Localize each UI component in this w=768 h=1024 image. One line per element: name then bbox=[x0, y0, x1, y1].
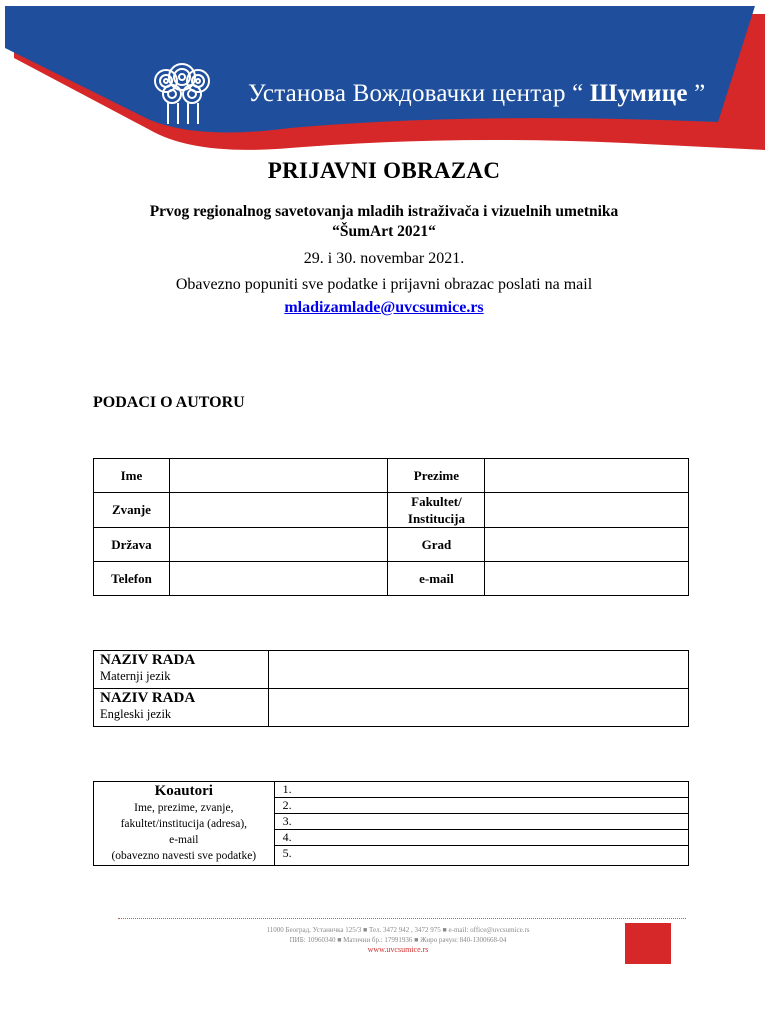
table-row bbox=[94, 689, 689, 727]
footer-contact bbox=[228, 925, 568, 955]
table-row bbox=[94, 651, 689, 689]
table-row bbox=[94, 562, 689, 596]
paper-title-language: Engleski jezik bbox=[100, 707, 172, 721]
coauthors-label-cell bbox=[94, 782, 275, 866]
coauthors-hint-line: Ime, prezime, zvanje, bbox=[134, 802, 234, 814]
title-field[interactable] bbox=[169, 493, 388, 528]
paper-title-table bbox=[93, 650, 689, 727]
table-row bbox=[94, 493, 689, 528]
event-subtitle-line1: Prvog regionalnog savetovanja mladih istraživača i vizuelnih umetnika bbox=[149, 203, 619, 220]
paper-title-native-label bbox=[94, 651, 269, 689]
coauthors-hint-line: (obavezno navesti sve podatke) bbox=[111, 850, 257, 862]
coauthors-heading: Koautori bbox=[154, 783, 213, 799]
table-row bbox=[94, 782, 689, 798]
footer-address-line: 11000 Београд, Устаничка 125/3 ■ Тел. 3472 942 , 3472 975 ■ e-mail: office@uvcsumice.rs bbox=[266, 926, 530, 934]
event-dates: 29. i 30. novembar 2021. bbox=[303, 250, 465, 267]
phone-label: Telefon bbox=[94, 562, 170, 596]
author-table bbox=[93, 458, 689, 596]
country-field[interactable] bbox=[169, 528, 388, 562]
coauthor-field-2[interactable]: 2. bbox=[274, 798, 688, 814]
surname-field[interactable] bbox=[485, 459, 689, 493]
paper-title-heading: NAZIV RADA bbox=[100, 690, 196, 706]
coauthor-field-4[interactable]: 4. bbox=[274, 830, 688, 846]
phone-field[interactable] bbox=[169, 562, 388, 596]
faculty-label: Fakultet/ Institucija bbox=[388, 493, 485, 528]
name-field[interactable] bbox=[169, 459, 388, 493]
footer-red-square bbox=[625, 923, 671, 964]
author-section-heading: PODACI O AUTORU bbox=[93, 394, 245, 411]
organization-name: Установа Вождовачки центар “ Шумице ” bbox=[248, 80, 706, 107]
table-row bbox=[94, 459, 689, 493]
paper-title-native-field[interactable] bbox=[268, 651, 688, 689]
title-label: Zvanje bbox=[94, 493, 170, 528]
event-subtitle-line2: “ŠumArt 2021“ bbox=[332, 223, 436, 240]
paper-title-heading: NAZIV RADA bbox=[100, 652, 196, 668]
paper-title-english-label bbox=[94, 689, 269, 727]
table-row bbox=[94, 528, 689, 562]
coauthors-table bbox=[93, 781, 689, 866]
coauthor-field-1[interactable]: 1. bbox=[274, 782, 688, 798]
footer-website-link[interactable]: www.uvcsumice.rs bbox=[367, 945, 429, 954]
footer-divider bbox=[118, 918, 686, 919]
country-label: Država bbox=[94, 528, 170, 562]
email-field[interactable] bbox=[485, 562, 689, 596]
city-field[interactable] bbox=[485, 528, 689, 562]
paper-title-english-field[interactable] bbox=[268, 689, 688, 727]
header-blue-band bbox=[5, 6, 755, 133]
form-title: PRIJAVNI OBRAZAC bbox=[267, 158, 501, 183]
email-link-wrapper bbox=[0, 299, 768, 317]
submission-instruction: Obavezno popuniti sve podatke i prijavni obrazac poslati na mail bbox=[175, 276, 593, 293]
surname-label: Prezime bbox=[388, 459, 485, 493]
paper-title-language: Maternji jezik bbox=[100, 669, 171, 683]
email-label: e-mail bbox=[388, 562, 485, 596]
name-label: Ime bbox=[94, 459, 170, 493]
email-link[interactable]: mladizamlade@uvcsumice.rs bbox=[284, 299, 484, 316]
coauthor-field-3[interactable]: 3. bbox=[274, 814, 688, 830]
coauthor-field-5[interactable]: 5. bbox=[274, 846, 688, 866]
faculty-field[interactable] bbox=[485, 493, 689, 528]
coauthors-hint-line: e-mail bbox=[169, 834, 199, 846]
coauthors-hint-line: fakultet/institucija (adresa), bbox=[120, 818, 248, 830]
city-label: Grad bbox=[388, 528, 485, 562]
footer-registration-line: ПИБ: 10960340 ■ Матични бр.: 17991936 ■ Жиро рачун: 840-1300668-04 bbox=[289, 936, 507, 944]
